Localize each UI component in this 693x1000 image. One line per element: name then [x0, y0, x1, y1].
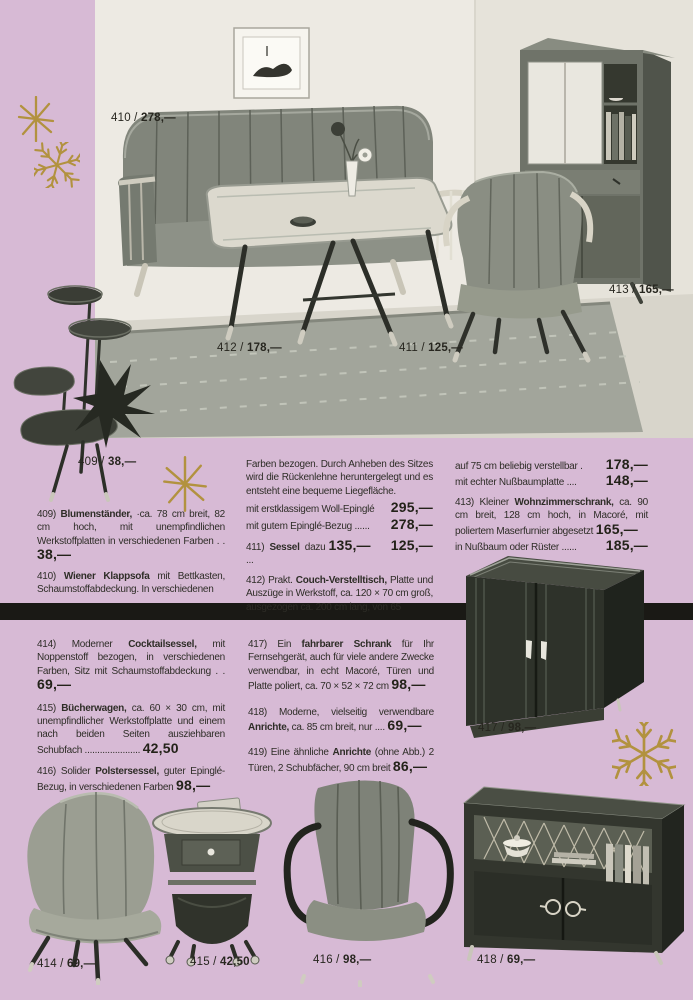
price-label-410: 410 / 278,— [111, 112, 176, 124]
price-label-411: 411 / 125,— [399, 342, 464, 354]
catalog-item-418: 418) Moderne, vielseitig verwendbare Anrichte, ca. 85 cm breit, nur .... 69,— [248, 706, 434, 734]
price-row-epingle-bezug: mit gutem Epinglé-Bezug ...... 278,— [246, 515, 433, 532]
snowflake-icon [612, 722, 676, 786]
catalog-item-413: 413) Kleiner Wohnzimmerschrank, ca. 90 cm breit, 128 cm hoch, in Macoré, mit poliertem Maserfurnier abgesetzt 165,— [455, 496, 648, 537]
starburst-icon [157, 456, 213, 512]
catalog-item-417: 417) Ein fahrbarer Schrank für Ihr Fernsehgerät, auch für viele andere Zwecke verwendbar, in echt Macoré, Türen und Platte poliert, ca. 70 × 52 × 72 cm 98,— [248, 639, 434, 693]
price-row-verstellbar: auf 75 cm beliebig verstellbar . 178,— [455, 456, 648, 472]
catalog-item-416: 416) Solider Polstersessel, guter Epinglé-Bezug, in verschiedenen Farben 98,— [37, 766, 225, 793]
wall-picture [234, 28, 309, 98]
catalog-item-410-continued: Farben bezogen. Durch Anheben des Sitzes wird die Rückenlehne heruntergelegt und es entsteht eine bequeme Liegefläche. [246, 459, 433, 497]
sideboard-418 [456, 775, 692, 967]
price-row-ruester: in Nußbaum oder Rüster ...... 185,— [455, 537, 648, 554]
drawer-knob [208, 849, 215, 856]
catalog-item-411: 411) Sessel dazu ... 135,— 125,— [246, 537, 433, 567]
catalog-item-415: 415) Bücherwagen, ca. 60 × 30 cm, mit unempfindlicher Werkstoffplatte und einem nach beiden Seiten ausziehbaren Schubfach ...................... 42,50 [37, 702, 225, 756]
price-label-418: 418 / 69,— [477, 954, 536, 966]
price-row-nussbaumplatte: mit echter Nußbaumplatte .... 148,— [455, 472, 648, 489]
catalog-item-409: 409) Blumenständer, ·ca. 78 cm breit, 82 cm hoch, mit unempfindlichen Werkstoffplatten in verschiedenen Farben . . 38,— [37, 509, 225, 563]
price-label-413: 413 / 165,— [609, 284, 674, 296]
door-handle [541, 641, 547, 660]
text-column-lower-mid [248, 638, 434, 781]
starburst-icon [13, 96, 59, 142]
catalog-item-412: 412) Prakt. Couch-Verstelltisch, Platte und Auszüge in Werkstoff, ca. 120 × 70 cm groß, ausgezogen ca. 200 cm lang, von 65 [246, 574, 433, 613]
text-column-upper-right [455, 458, 648, 555]
price-row-woll-epingle: mit erstklassigem Woll-Epinglé 295,— [246, 499, 433, 516]
living-room-scene [95, 0, 693, 438]
tv-cabinet-417 [452, 537, 652, 740]
price-label-414: 414 / 69,— [37, 958, 96, 970]
price-label-409: 409 / 38,— [78, 456, 137, 468]
door-handle [526, 640, 532, 659]
price-label-415: 415 / 42,50 [190, 956, 250, 968]
price-label-417: 417 / 98,— [478, 722, 537, 734]
catalog-item-414: 414) Moderner Cocktailsessel, mit Noppenstoff bezogen, in verschiedenen Farben, Sitz mit Schaumstoffabdeckung . . 69,— [37, 639, 225, 693]
snowflake-icon [34, 142, 80, 188]
catalog-item-419: 419) Eine ähnliche Anrichte (ohne Abb.) 2 Türen, 2 Schubfächer, 90 cm breit 86,— [248, 747, 434, 774]
text-column-upper-left [37, 508, 225, 602]
living-room-photo [95, 0, 693, 438]
sideboard-photo [456, 775, 692, 967]
book-trolley-photo [148, 796, 276, 968]
book-trolley-415 [148, 796, 276, 968]
catalog-item-410: 410) Wiener Klappsofa mit Bettkasten, Schaumstoffabdeckung. In verschiedenen [37, 570, 226, 596]
price-label-412: 412 / 178,— [217, 342, 282, 354]
text-column-lower-left [37, 638, 225, 800]
price-label-416: 416 / 98,— [313, 954, 372, 966]
text-column-upper-mid [246, 458, 433, 620]
tv-cabinet-photo [452, 537, 652, 740]
